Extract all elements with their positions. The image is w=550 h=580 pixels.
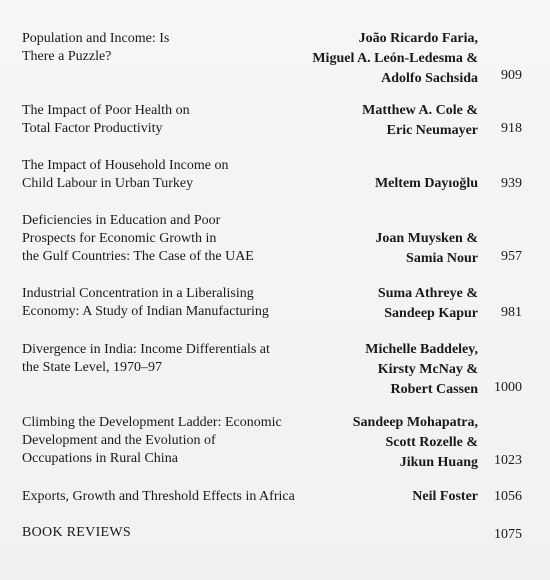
article-authors: Meltem Dayıoğlu (374, 176, 478, 191)
page-number: 981 (501, 305, 522, 320)
article-title: Deficiencies in Education and Poor Prospects for Economic Growth in the Gulf Countries: The Case of the UAE (22, 213, 254, 264)
book-reviews-page-number: 1075 (494, 527, 522, 542)
article-title: Population and Income: Is There a Puzzle? (22, 31, 170, 64)
article-title: Exports, Growth and Threshold Effects in Africa (22, 489, 295, 504)
article-authors: Joan Muysken & Samia Nour (375, 231, 478, 266)
page-number: 909 (501, 68, 522, 83)
page-number: 918 (501, 121, 522, 136)
article-title: The Impact of Household Income on Child Labour in Urban Turkey (22, 158, 229, 191)
article-authors: Neil Foster (412, 489, 478, 504)
article-title: Industrial Concentration in a Liberalising Economy: A Study of Indian Manufacturing (22, 286, 269, 319)
article-authors: Michelle Baddeley, Kirsty McNay & Robert Cassen (365, 342, 478, 397)
article-authors: Suma Athreye & Sandeep Kapur (377, 286, 478, 321)
article-authors: Matthew A. Cole & Eric Neumayer (362, 103, 478, 138)
page-number: 957 (501, 249, 522, 264)
book-reviews-heading: BOOK REVIEWS (22, 525, 131, 540)
article-title: Divergence in India: Income Differentials at the State Level, 1970–97 (22, 342, 270, 375)
article-title: Climbing the Development Ladder: Economic Development and the Evolution of Occupations in Rural China (22, 415, 282, 466)
page-number: 1023 (494, 453, 522, 468)
page-number: 939 (501, 176, 522, 191)
article-authors: João Ricardo Faria, Miguel A. León-Ledesma & Adolfo Sachsida (312, 31, 478, 86)
article-title: The Impact of Poor Health on Total Factor Productivity (22, 103, 190, 136)
page-number: 1000 (494, 380, 522, 395)
page-number: 1056 (494, 489, 522, 504)
article-authors: Sandeep Mohapatra, Scott Rozelle & Jikun Huang (352, 415, 478, 470)
